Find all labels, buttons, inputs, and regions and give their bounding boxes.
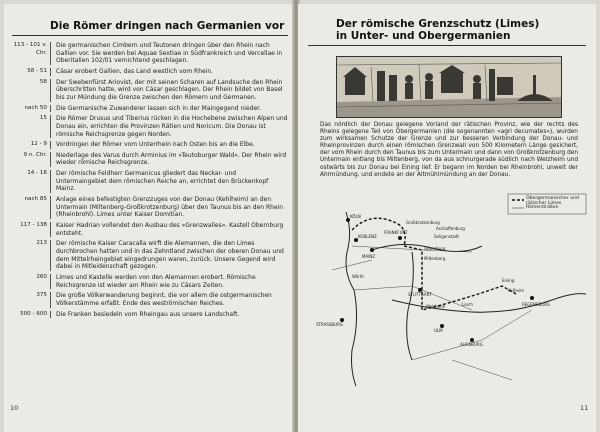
timeline-date: 113 - 101 v. Chr. <box>13 42 47 56</box>
map-label: KÖLN <box>350 214 361 219</box>
map-label: Obernburg <box>424 246 446 251</box>
legend-limes: Obergermanischer und rätischer Limes <box>526 196 579 206</box>
right-page-title-line1: Der römische Grenzschutz (Limes) <box>336 18 540 30</box>
timeline-text: Vordringen der Römer vom Unterrhein nach Osten bis an die Elbe. <box>56 141 255 149</box>
page-number-right: 11 <box>580 404 589 412</box>
timeline-entry <box>12 152 288 167</box>
legend-roads: Römerstraßen <box>526 205 559 210</box>
timeline-text: Die große Völkerwanderung beginnt, die vor allem die ostgermanischen Völkerstämme erfaßt. Ende des weströmischen Reiches. <box>56 292 272 308</box>
map-label: STUTTGART <box>408 292 432 297</box>
timeline-text: Der römische Feldherr Germanicus gliedert das Neckar- und Untermaingebiet dem römischen Reiche an, errichtet den Brückenkopf Mainz. <box>56 170 269 193</box>
timeline-entry <box>12 222 288 237</box>
timeline-separator <box>50 115 51 138</box>
timeline-separator <box>50 274 51 289</box>
timeline-separator <box>50 68 51 76</box>
roman-relief-illustration <box>336 56 562 118</box>
timeline-date: 58 <box>39 78 47 85</box>
timeline-date: 213 <box>36 240 47 247</box>
timeline-text: Niederlage des Varus durch Arminius im »Teutoburger Wald«. Der Rhein wird wieder römische Reichsgrenze. <box>56 151 287 167</box>
timeline-entry <box>12 240 288 271</box>
timeline-entry <box>12 196 288 219</box>
timeline-date: 14 - 16 <box>27 170 47 177</box>
page-number-left: 10 <box>10 404 19 412</box>
timeline-entry <box>12 42 288 65</box>
timeline-text: Die Römer Drusus und Tiberius rücken in die Hochebene zwischen Alpen und Donau ein, errichten die Provinzen Rätien und Noricum. Die Donau ist römische Reichsgrenze gegen Norden. <box>56 115 288 138</box>
timeline-date: 500 - 600 <box>20 310 47 317</box>
timeline-entry <box>12 292 288 307</box>
timeline-date: 9 n. Chr. <box>23 151 47 158</box>
map-label: Aschaffenburg <box>436 226 465 231</box>
timeline-separator <box>50 222 51 237</box>
timeline-date: 12 - 9 <box>30 141 47 148</box>
timeline-entry <box>12 274 288 289</box>
timeline-entry <box>12 170 288 193</box>
timeline-date: nach 85 <box>24 196 47 203</box>
timeline-separator <box>50 311 51 319</box>
map-label: MAINZ <box>362 254 376 259</box>
right-page <box>298 4 596 432</box>
map-label: AUGSBURG <box>460 342 483 347</box>
map-label: STRASSBURG <box>316 322 343 327</box>
right-page-title-line2: in Unter- und Obergermanien <box>336 30 511 42</box>
map-label: Großkrotzenburg <box>406 220 440 225</box>
map-label: Seligenstadt <box>434 234 459 239</box>
timeline-entry <box>12 311 288 319</box>
title-divider <box>308 45 586 46</box>
timeline-date: 117 - 138 <box>20 222 47 229</box>
map-label: Kelheim <box>508 288 524 293</box>
timeline-entry <box>12 141 288 149</box>
timeline-separator <box>50 42 51 65</box>
timeline-text: Der römische Kaiser Caracalla wirft die Alemannen, die den Limes durchbrochen hatten und in das Zehntland zwischen der oberen Donau und dem Mittelrheingebiet eingedrungen waren, zurück. Unsere Gegend wird dabei in Mitleidenschaft gezogen. <box>56 240 284 271</box>
timeline-date: 15 <box>39 115 47 122</box>
neckar-river <box>407 252 414 360</box>
timeline-text: Limes und Kastelle werden von den Alemannen erobert. Römische Reichsgrenze ist wieder am Rhein wie zu Cäsars Zeiten. <box>56 274 256 289</box>
map-label: Miltenberg <box>424 256 446 261</box>
limes-caption: Das nördlich der Donau gelegene Vorland der rätischen Provinz, wie der rechts des Rheins gelegene Teil von Obergermanien (die sogenannten »agri decumates«), wurden zum wirksamen Schutze der Grenze und zur besseren Verbindung der Donau- und Rheinprovinzen durch einen römischen Grenzwall von 500 Kilometern Länge gesichert, der vom Rhein durch den Taunus bis zum Untermain und dann von Großkrotzenburg den Untermain entlang bis Miltenberg, von da aus schnurgerade südlich nach Welzheim und ostwärts bis zur Donau bei Eining lief. Er begann im Norden bei Rheinbrohl, unweit der Ahrmündung, und endete an der Altmühlmündung an der Donau. <box>320 122 578 178</box>
timeline-separator <box>50 79 51 102</box>
timeline-text: Die Franken besiedeln vom Rheingau aus unsere Landschaft. <box>56 310 240 318</box>
map-label: ULM <box>434 328 443 333</box>
timeline-separator <box>50 170 51 193</box>
timeline-separator <box>50 105 51 113</box>
timeline-date: 58 - 51 <box>27 68 47 74</box>
timeline-entry <box>12 79 288 102</box>
timeline-date: 260 <box>36 274 47 281</box>
timeline-entry <box>12 105 288 113</box>
timeline-text: Die Germanische Zuwanderer lassen sich in der Maingegend nieder. <box>56 104 261 112</box>
timeline-separator <box>50 292 51 307</box>
map-label: Eining <box>502 278 515 283</box>
map-label: FRANKFURT <box>384 230 408 235</box>
timeline-text: Cäsar erobert Gallien, das Land westlich vom Rhein. <box>56 68 214 75</box>
timeline-separator <box>50 240 51 271</box>
timeline-separator <box>50 152 51 167</box>
timeline-text: Die germanischen Cimbern und Teutonen dringen über den Rhein nach Gallien vor. Sie werden bei Aquae Sextiae in Südfrankreich und Vercellae in Oberitalien 102/01 vernichtend geschlagen. <box>56 42 283 65</box>
map-label: KOBLENZ <box>358 234 377 239</box>
left-page-title: Die Römer dringen nach Germanien vor <box>50 20 285 32</box>
left-page <box>4 4 294 432</box>
timeline-text: Der Swebenfürst Ariovist, der mit seinen Scharen auf Landsuche den Rhein überschritten hatte, wird von Cäsar geschlagen. Der Rhein bildet von Basel bis zur Mündung die Grenze zwischen den Römern und Germanen. <box>56 78 283 101</box>
map-label: Wörth <box>352 274 364 279</box>
timeline-date: 375 <box>36 292 47 299</box>
title-divider <box>12 35 288 36</box>
timeline-separator <box>50 196 51 219</box>
timeline-separator <box>50 141 51 149</box>
rhine-river <box>346 212 357 386</box>
map-label: Welzheim <box>426 304 446 309</box>
timeline <box>12 42 288 321</box>
limes-line <box>352 218 516 310</box>
map-label: REGENSBURG <box>522 302 551 307</box>
timeline-entry <box>12 115 288 138</box>
map-label: Lorch <box>462 302 473 307</box>
timeline-text: Anlage eines befestigten Grenzzuges von der Donau (Kehlheim) an den Untermain (Miltenberg-Großkrotzenburg) über den Taunus bis an den Rhein (Rheinbrohl). Limes unter Kaiser Domitian. <box>56 196 284 219</box>
timeline-date: nach 50 <box>24 104 47 111</box>
timeline-entry <box>12 68 288 76</box>
timeline-text: Kaiser Hadrian vollendet den Ausbau des »Grenzwalles«. Kastell Obernburg entsteht. <box>56 222 284 237</box>
limes-map <box>312 190 588 390</box>
